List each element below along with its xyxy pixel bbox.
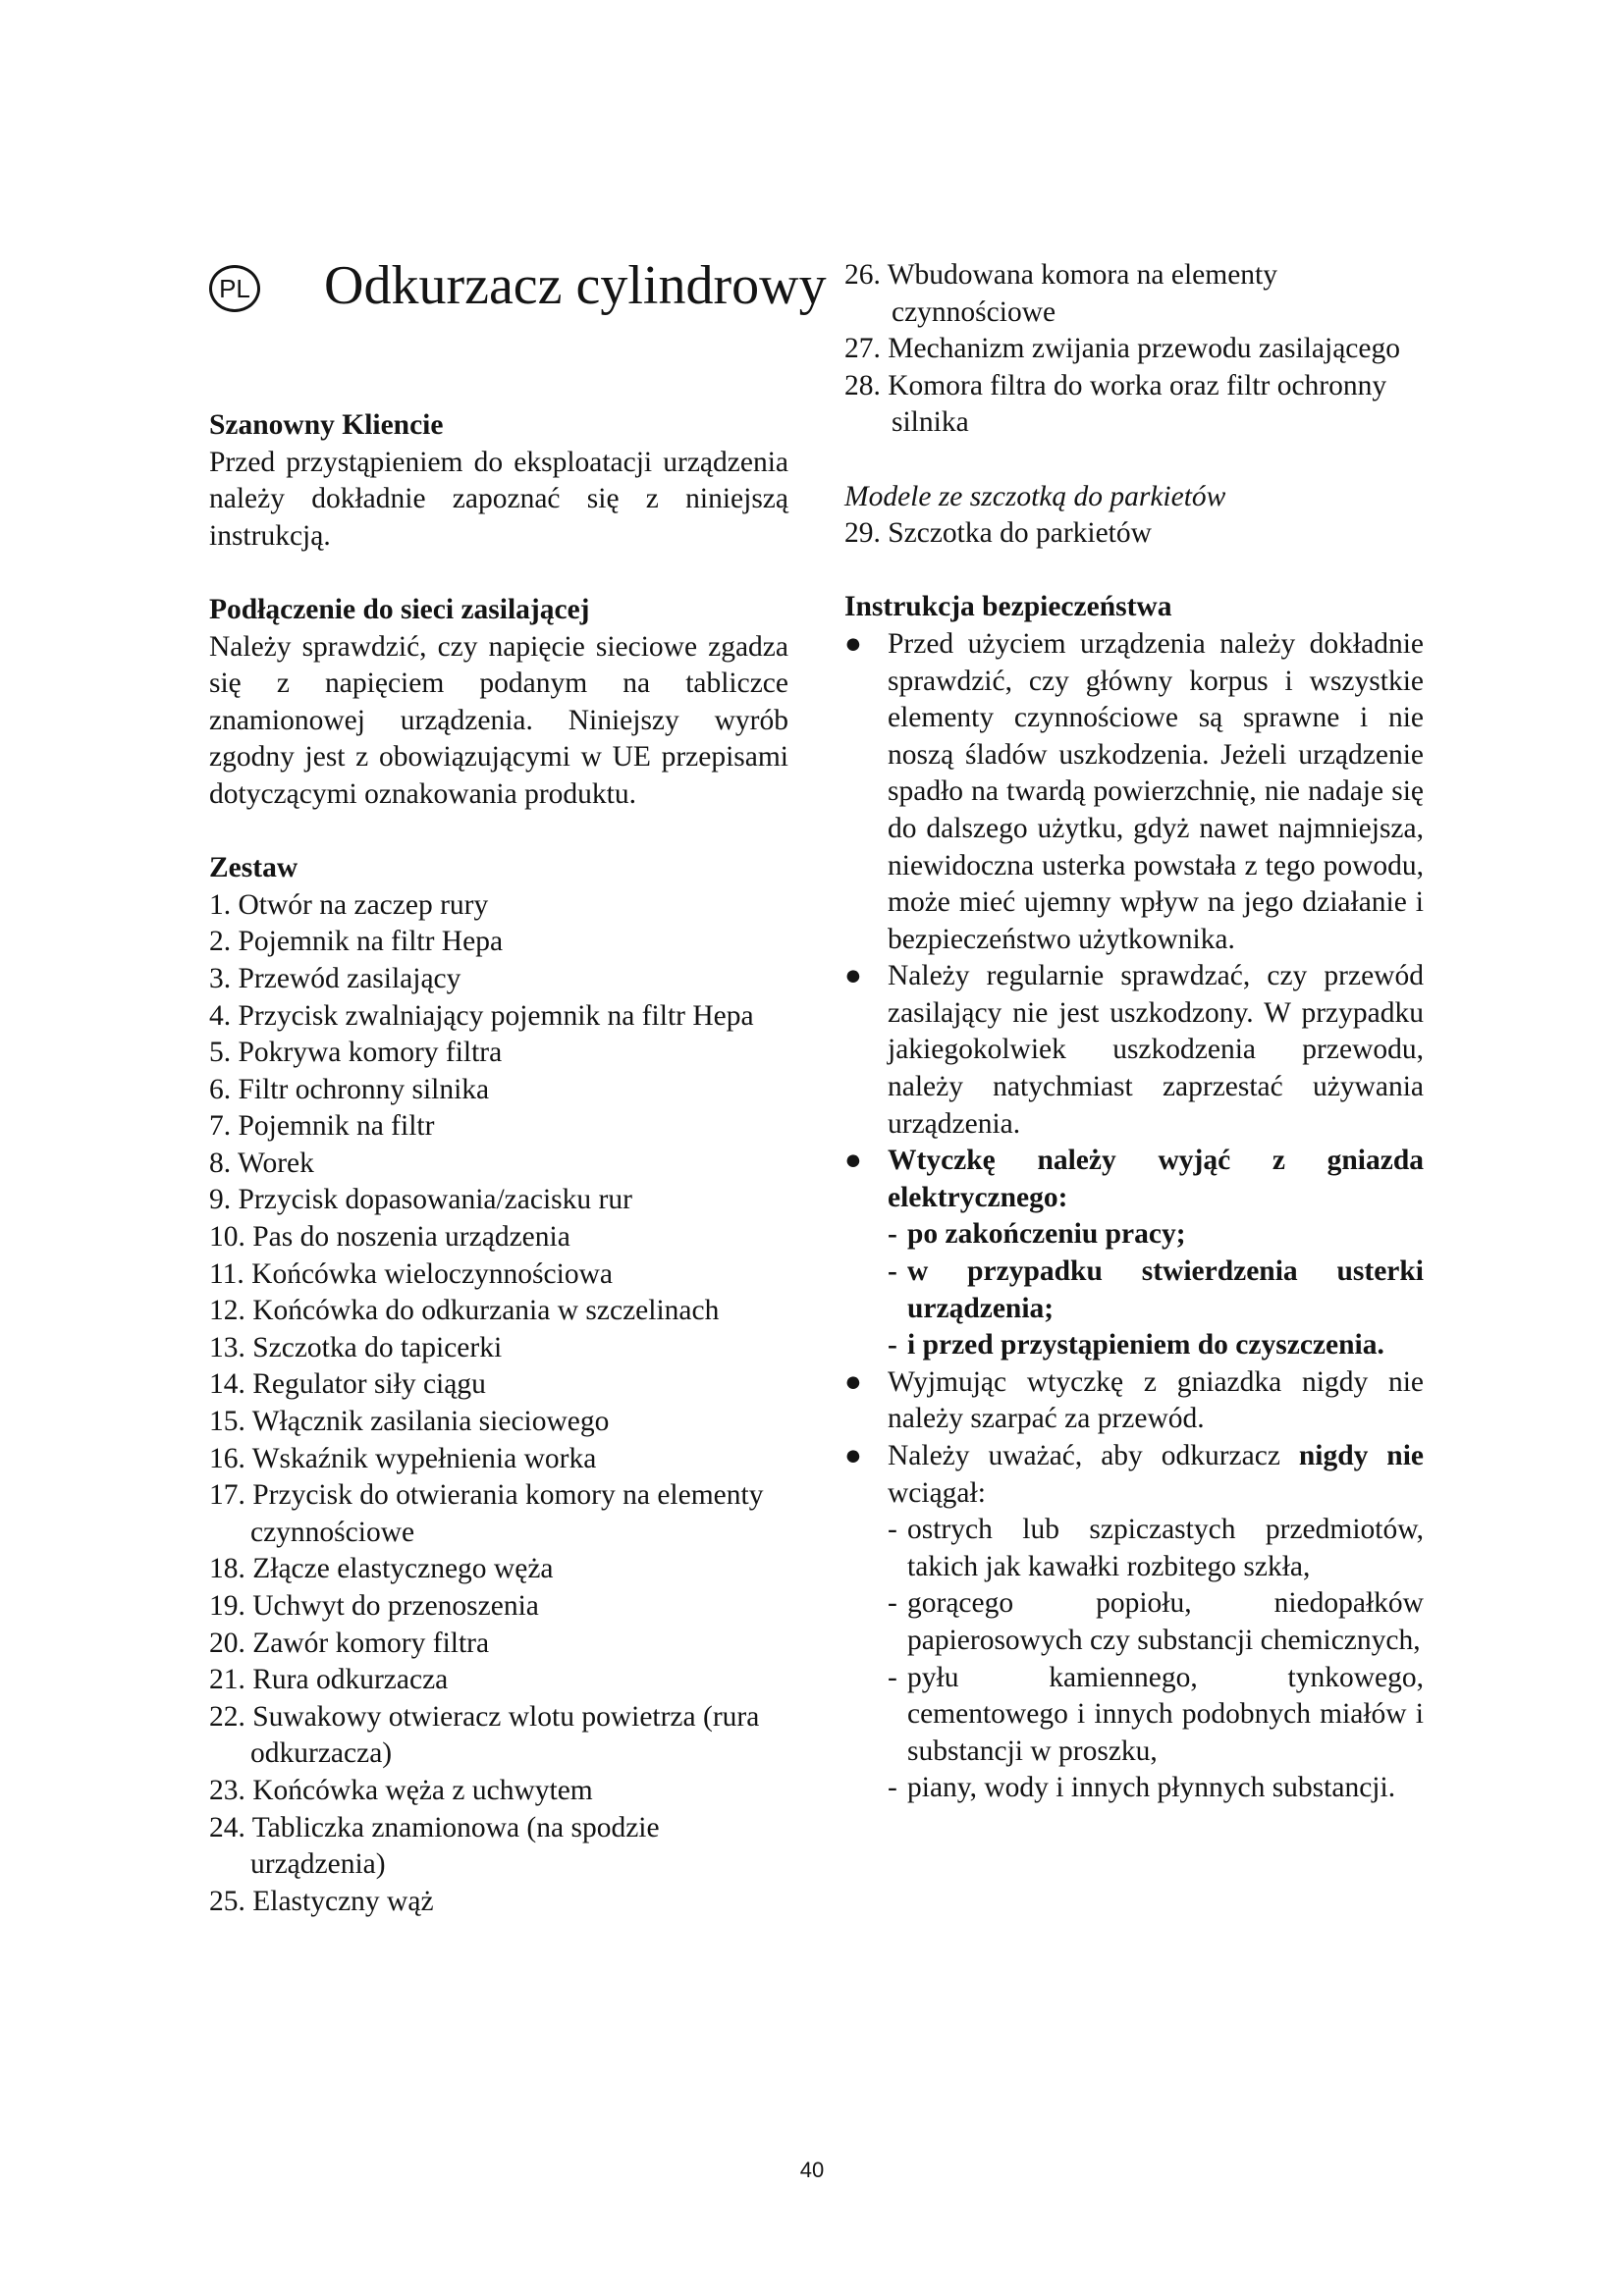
list-item: 14. Regulator siły ciągu xyxy=(209,1368,486,1401)
list-item: 16. Wskaźnik wypełnienia worka xyxy=(209,1442,597,1474)
list-item: 6. Filtr ochronny silnika xyxy=(209,1073,490,1105)
dash-icon: - xyxy=(888,1255,897,1288)
condition-text: po zakończeniu pracy; xyxy=(907,1218,1186,1251)
list-item: 4. Przycisk zwalniający pojemnik na filtr Hepa xyxy=(209,999,754,1032)
bullet-icon: ● xyxy=(844,627,862,660)
list-item: 17. Przycisk do otwierania komory na elementy czynnościowe xyxy=(209,1479,764,1548)
prohibited-text: pyłu kamiennego, tynkowego, cementowego i innych podobnych miałów i substancji w proszku, xyxy=(907,1661,1424,1767)
list-item: 15. Włącznik zasilania sieciowego xyxy=(209,1406,610,1438)
prohibited-text: ostrych lub szpiczastych przedmiotów, takich jak kawałki rozbitego szkła, xyxy=(907,1514,1424,1582)
list-item: 26. Wbudowana komora na elementy czynnościowe xyxy=(844,259,1278,328)
right-column xyxy=(844,257,1424,1807)
bullet-icon: ● xyxy=(844,960,862,992)
bullet-icon: ● xyxy=(844,1440,862,1471)
list-item: 1. Otwór na zaczep rury xyxy=(209,888,489,921)
prohibited-text: gorącego popiołu, niedopałków papierosowych czy substancji chemicznych, xyxy=(907,1587,1424,1656)
warning-emphasis: nigdy nie xyxy=(1298,1440,1424,1471)
list-item: 9. Przycisk dopasowania/zacisku rur xyxy=(209,1184,632,1216)
list-item: 12. Końcówka do odkurzania w szczelinach xyxy=(209,1295,720,1327)
list-item: 24. Tabliczka znamionowa (na spodzie urządzenia) xyxy=(209,1811,660,1881)
list-item: 11. Końcówka wieloczynnościowa xyxy=(209,1257,613,1290)
power-heading: Podłączenie do sieci zasilającej xyxy=(209,593,590,625)
prohibited-item xyxy=(888,1585,1424,1659)
greeting-text: Przed przystąpieniem do eksploatacji urządzenia należy dokładnie zapoznać się z niniejszą instrukcją. xyxy=(209,446,788,552)
safety-bullet-text: Wyjmując wtyczkę z gniazdka nigdy nie należy szarpać za przewód. xyxy=(888,1365,1424,1435)
safety-bullet-4 xyxy=(844,1364,1424,1438)
unplug-condition xyxy=(888,1327,1424,1364)
page-number: 40 xyxy=(799,2158,825,2182)
safety-bullet-2 xyxy=(844,958,1424,1143)
safety-bullet-5 xyxy=(844,1438,1424,1807)
greeting-heading: Szanowny Kliencie xyxy=(209,409,444,441)
list-item: 18. Złącze elastycznego węża xyxy=(209,1553,554,1585)
list-item: 19. Uchwyt do przenoszenia xyxy=(209,1590,539,1622)
dash-icon: - xyxy=(888,1661,897,1693)
warning-text-end: wciągał: xyxy=(888,1476,986,1509)
list-item: 7. Pojemnik na filtr xyxy=(209,1110,435,1143)
condition-text: w przypadku stwierdzenia usterki urządzenia; xyxy=(907,1255,1424,1324)
safety-bullet-text: Przed użyciem urządzenia należy dokładnie sprawdzić, czy główny korpus i wszystkie elementy czynnościowe są sprawne i nie noszą śladów uszkodzenia. Jeżeli urządzenie spadło na twardą powierzchnię, nie nadaje się do dalszego użytku, gdyż nawet najmniejsza, niewidoczna usterka powstała z tego powodu, może mieć ujemny wpływ na jego działanie i bezpieczeństwo użytkownika. xyxy=(888,627,1424,955)
parquet-models-heading: Modele ze szczotką do parkietów xyxy=(844,480,1226,512)
bullet-icon: ● xyxy=(844,1365,862,1398)
safety-bullet-text: Należy regularnie sprawdzać, czy przewód zasilający nie jest uszkodzony. W przypadku jakiegokolwiek uszkodzenia przewodu, należy natychmiast zaprzestać używania urządzenia. xyxy=(888,960,1424,1140)
language-badge xyxy=(209,265,260,312)
safety-heading: Instrukcja bezpieczeństwa xyxy=(844,591,1172,623)
list-item: 20. Zawór komory filtra xyxy=(209,1627,490,1659)
list-item: 8. Worek xyxy=(209,1147,314,1179)
dash-icon: - xyxy=(888,1772,897,1804)
list-item: 5. Pokrywa komory filtra xyxy=(209,1037,503,1069)
list-item: 23. Końcówka węża z uchwytem xyxy=(209,1774,593,1806)
list-item: 27. Mechanizm zwijania przewodu zasilającego xyxy=(844,333,1400,365)
list-item: 21. Rura odkurzacza xyxy=(209,1664,449,1696)
bullet-icon: ● xyxy=(844,1145,862,1177)
kit-list xyxy=(209,887,788,1921)
prohibited-item xyxy=(888,1512,1424,1585)
prohibited-text: piany, wody i innych płynnych substancji. xyxy=(907,1772,1396,1804)
safety-bullet-text: Wtyczkę należy wyjąć z gniazda elektrycznego: xyxy=(888,1145,1424,1213)
power-text: Należy sprawdzić, czy napięcie sieciowe zgadza się z napięciem podanym na tabliczce znamionowej urządzenia. Niniejszy wyrób zgodny jest z obowiązującymi w UE przepisami dotyczącymi oznakowania produktu. xyxy=(209,630,788,810)
list-item: 29. Szczotka do parkietów xyxy=(844,517,1152,550)
list-item: 13. Szczotka do tapicerki xyxy=(209,1331,503,1363)
safety-bullet-1 xyxy=(844,626,1424,958)
kit-heading: Zestaw xyxy=(209,852,298,884)
page-title: Odkurzacz cylindrowy xyxy=(324,255,827,316)
safety-bullet-text xyxy=(888,1438,1424,1512)
list-item: 22. Suwakowy otwieracz wlotu powietrza (rura odkurzacza) xyxy=(209,1700,760,1770)
condition-text: i przed przystąpieniem do czyszczenia. xyxy=(907,1329,1384,1362)
unplug-condition xyxy=(888,1216,1424,1254)
list-item: 3. Przewód zasilający xyxy=(209,962,461,994)
left-column xyxy=(209,407,788,1920)
prohibited-item xyxy=(888,1660,1424,1771)
dash-icon: - xyxy=(888,1514,897,1546)
language-code: PL xyxy=(219,273,250,303)
prohibited-item xyxy=(888,1770,1424,1807)
dash-icon: - xyxy=(888,1587,897,1620)
dash-icon: - xyxy=(888,1329,897,1362)
list-item: 2. Pojemnik na filtr Hepa xyxy=(209,926,504,958)
warning-text-start: Należy uważać, aby odkurzacz xyxy=(888,1440,1299,1471)
unplug-condition xyxy=(888,1254,1424,1327)
list-item: 10. Pas do noszenia urządzenia xyxy=(209,1221,570,1254)
list-item: 28. Komora filtra do worka oraz filtr ochronny silnika xyxy=(844,369,1387,439)
list-item: 25. Elastyczny wąż xyxy=(209,1885,434,1917)
dash-icon: - xyxy=(888,1218,897,1251)
safety-bullet-3 xyxy=(844,1143,1424,1364)
